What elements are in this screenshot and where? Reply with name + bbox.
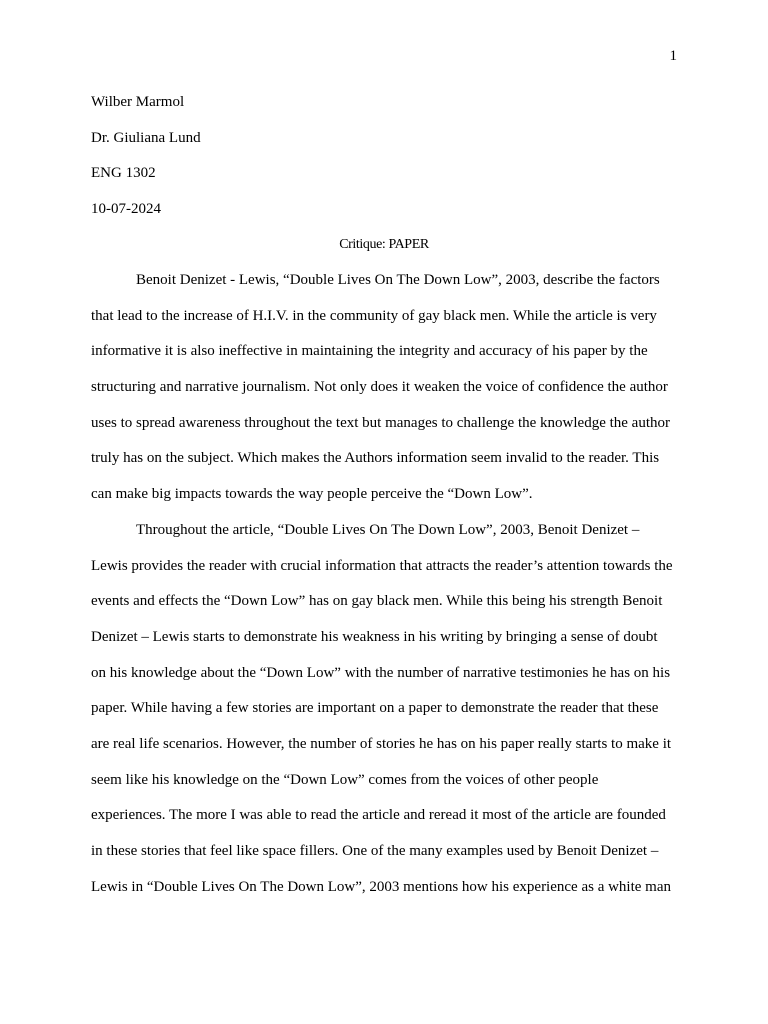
student-name: Wilber Marmol: [91, 94, 185, 110]
course-name: ENG 1302: [91, 165, 156, 182]
page-number: 1: [669, 48, 677, 64]
paragraph-1: [91, 271, 681, 521]
text-line: experiences. The more I was able to read the article and reread it most of the article are founded: [91, 807, 666, 824]
text-line: uses to spread awareness throughout the text but manages to challenge the knowledge the author: [91, 414, 670, 431]
text-line: can make big impacts towards the way people perceive the “Down Low”.: [91, 486, 533, 503]
text-line: Lewis provides the reader with crucial information that attracts the reader’s attention towards the: [91, 557, 673, 574]
text-line: Benoit Denizet - Lewis, “Double Lives On The Down Low”, 2003, describe the factors: [136, 272, 660, 288]
text-line: truly has on the subject. Which makes the Authors information seem invalid to the reader. This: [91, 450, 660, 467]
text-line: events and effects the “Down Low” has on gay black men. While this being his strength Benoit: [91, 593, 663, 610]
text-line: paper. While having a few stories are important on a paper to demonstrate the reader that these: [91, 700, 659, 717]
text-line: Denizet – Lewis starts to demonstrate his weakness in his writing by bringing a sense of doubt: [91, 628, 658, 645]
text-line: on his knowledge about the “Down Low” with the number of narrative testimonies he has on his: [91, 664, 671, 681]
text-line: structuring and narrative journalism. Not only does it weaken the voice of confidence the author: [91, 379, 668, 396]
text-line: Lewis in “Double Lives On The Down Low”, 2003 mentions how his experience as a white man: [91, 878, 672, 895]
date: 10-07-2024: [91, 201, 161, 218]
text-line: are real life scenarios. However, the number of stories he has on his paper really starts to make it: [91, 735, 672, 752]
text-line: seem like his knowledge on the “Down Low” comes from the voices of other people: [91, 771, 599, 788]
text-line: Throughout the article, “Double Lives On The Down Low”, 2003, Benoit Denizet –: [136, 521, 640, 538]
text-line: in these stories that feel like space fillers. One of the many examples used by Benoit Denizet –: [91, 843, 659, 859]
text-line: that lead to the increase of H.I.V. in the community of gay black men. While the article is very: [91, 307, 657, 324]
mla-header: [91, 93, 681, 236]
instructor-name: Dr. Giuliana Lund: [91, 129, 201, 146]
paragraph-2: [91, 521, 681, 914]
paper-title: Critique: PAPER: [339, 237, 429, 252]
text-line: informative it is also ineffective in maintaining the integrity and accuracy of his paper by the: [91, 343, 648, 360]
paper-body: [91, 271, 681, 913]
